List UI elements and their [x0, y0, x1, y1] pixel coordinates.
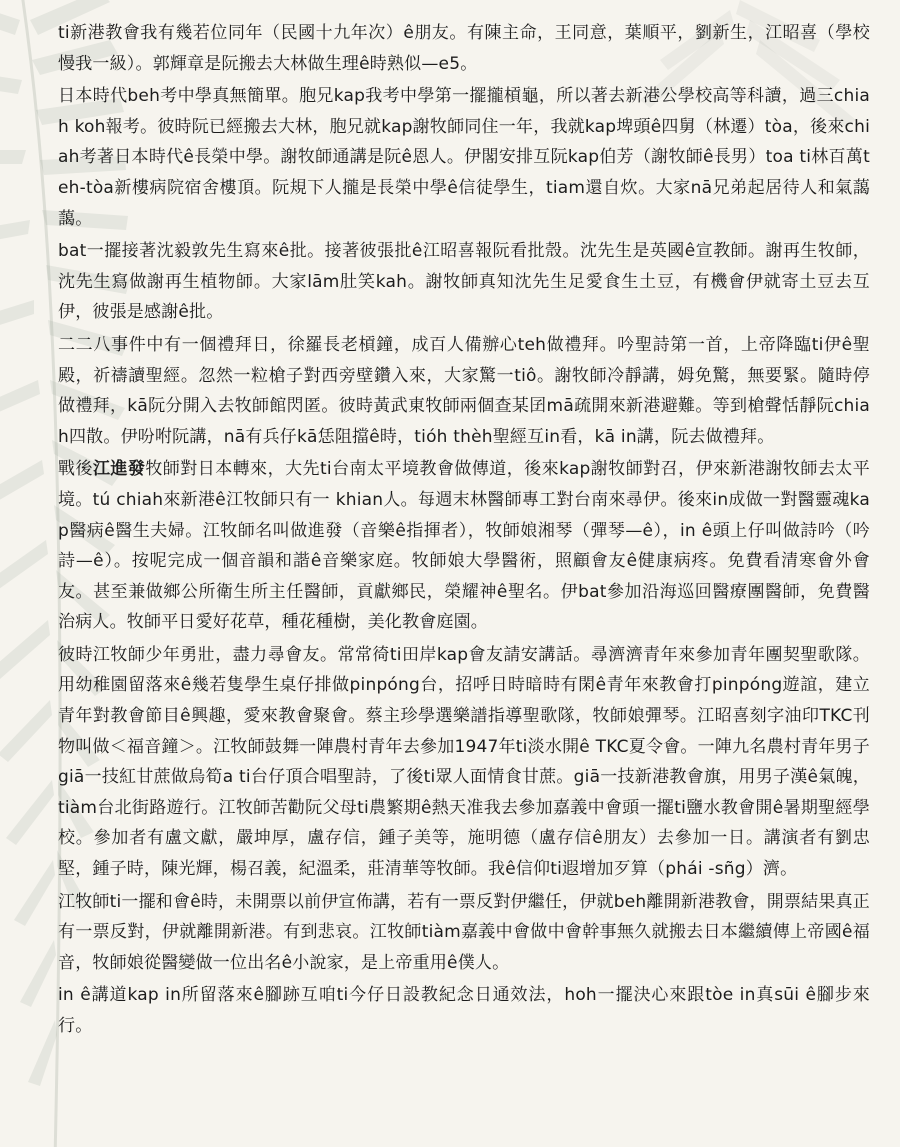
- paragraph-6: 彼時江牧師少年勇壯，盡力尋會友。常常徛ti田岸kap會友請安講話。尋濟濟青年來參加青年團契聖歌隊。用幼稚園留落來ê幾若隻學生桌仔排做pinpóng台，招呼日時暗時有閑ê青年來教會打pinpóng遊誼，建立青年對教會節目ê興趣，愛來教會聚會。蔡主珍學選樂譜指導聖歌隊，牧師娘彈琴。江昭喜刻字油印TKC刊物叫做＜福音鐘＞。江牧師鼓舞一陣農村青年去參加1947年ti淡水開ê TKC夏令會。一陣九名農村青年男子giā一技紅甘蔗做烏筍a ti台仔頂合唱聖詩，了後ti眾人面情食甘蔗。giā一技新港教會旗，用男子漢ê氣魄，tiàm台北街路遊行。江牧師苦勸阮父母ti農繁期ê熱天准我去參加嘉義中會頭一擺ti鹽水教會開ê暑期聖經學校。參加者有盧文獻，嚴坤厚，盧存信，鍾子美等，施明德（盧存信ê朋友）去參加一日。講演者有劉忠堅，鍾子時，陳光輝，楊召義，紀溫柔，莊清華等牧師。我ê信仰ti遐增加歹算（phái -sñg）濟。: [58, 644, 870, 880]
- paragraph-7: 江牧師ti一擺和會ê時，未開票以前伊宣佈講，若有一票反對伊繼任，伊就beh離開新港教會，開票結果真正有一票反對，伊就離開新港。有到悲哀。江牧師tiàm嘉義中會做中會幹事無久就搬去日本繼續傳上帝國ê福音，牧師娘從醫變做一位出名ê小說家，是上帝重用ê僕人。: [58, 891, 870, 973]
- paragraph-5-lead: 戰後: [58, 459, 93, 480]
- pastor-name-bold: 江進發: [92, 459, 146, 480]
- paragraph-5-body: 牧師對日本轉來，大先ti台南太平境教會做傳道，後來kap謝牧師對召，伊來新港謝牧師去太平境。tú chiah來新港ê江牧師只有一 khian人。每週末林醫師專工對台南來尋伊。後來in成做一對醫靈魂kap醫病ê醫生夫婦。江牧師名叫做進發（音樂ê指揮者），牧師娘湘琴（彈琴—ê），in ê頭上仔叫做詩吟（吟詩—ê）。按呢完成一個音韻和諧ê音樂家庭。牧師娘大學醫術，照顧會友ê健康病疼。免費看清寒會外會友。甚至兼做鄉公所衛生所主任醫師，貢獻鄉民，榮耀神ê聖名。伊bat參加沿海巡回醫療團醫師，免費醫治病人。牧師平日愛好花草，種花種樹，美化教會庭園。: [58, 459, 870, 633]
- paragraph-5: [58, 454, 870, 638]
- paragraph-1: ti新港教會我有幾若位同年（民國十九年次）ê朋友。有陳主命，王同意，葉順平，劉新生，江昭喜（學校慢我一級）。郭輝章是阮搬去大林做生理ê時熟似—e5。: [58, 23, 870, 74]
- paragraph-2: 日本時代beh考中學真無簡單。胞兄kap我考中學第一擺攏槓龜，所以著去新港公學校高等科讀，過三chiah koh報考。彼時阮已經搬去大林，胞兄就kap謝牧師同住一年，我就kap埤頭ê四舅（林遷）tòa，後來chiah考著日本時代ê長榮中學。謝牧師通講是阮ê恩人。伊閣安排互阮kap伯芳（謝牧師ê長男）toa ti林百萬teh-tòa新樓病院宿舍樓頂。阮規下人攏是長榮中學ê信徒學生，tiam還自炊。大家nā兄弟起居待人和氣藹藹。: [58, 86, 870, 229]
- paragraph-3: bat一擺接著沈毅敦先生寫來ê批。接著彼張批ê江昭喜報阮看批殼。沈先生是英國ê宣教師。謝再生牧師，沈先生寫做謝再生植物師。大家lām肚笑kah。謝牧師真知沈先生足愛食生土豆，有機會伊就寄土豆去互伊，彼張是感謝ê批。: [58, 241, 870, 323]
- paragraph-8: in ê講道kap in所留落來ê腳跡互咱ti今仔日設教紀念日通效法，hoh一擺決心來跟tòe in真sūi ê腳步來行。: [58, 985, 870, 1036]
- article-body: [58, 18, 870, 1044]
- paragraph-4: 二二八事件中有一個禮拜日，徐羅長老槓鐘，成百人備辦心teh做禮拜。吟聖詩第一首，上帝降臨ti伊ê聖殿，祈禱讀聖經。忽然一粒槍子對西旁壁鑽入來，大家驚一tiô。謝牧師冷靜講，姆免驚，無要緊。隨時停做禮拜，kā阮分開入去牧師館閃匿。彼時黃武東牧師兩個查某囝mā疏開來新港避難。等到槍聲恬靜阮chiah四散。伊吩咐阮講，nā有兵仔kā恁阻擋ê時，tióh thèh聖經互in看，kā in講，阮去做禮拜。: [58, 334, 870, 447]
